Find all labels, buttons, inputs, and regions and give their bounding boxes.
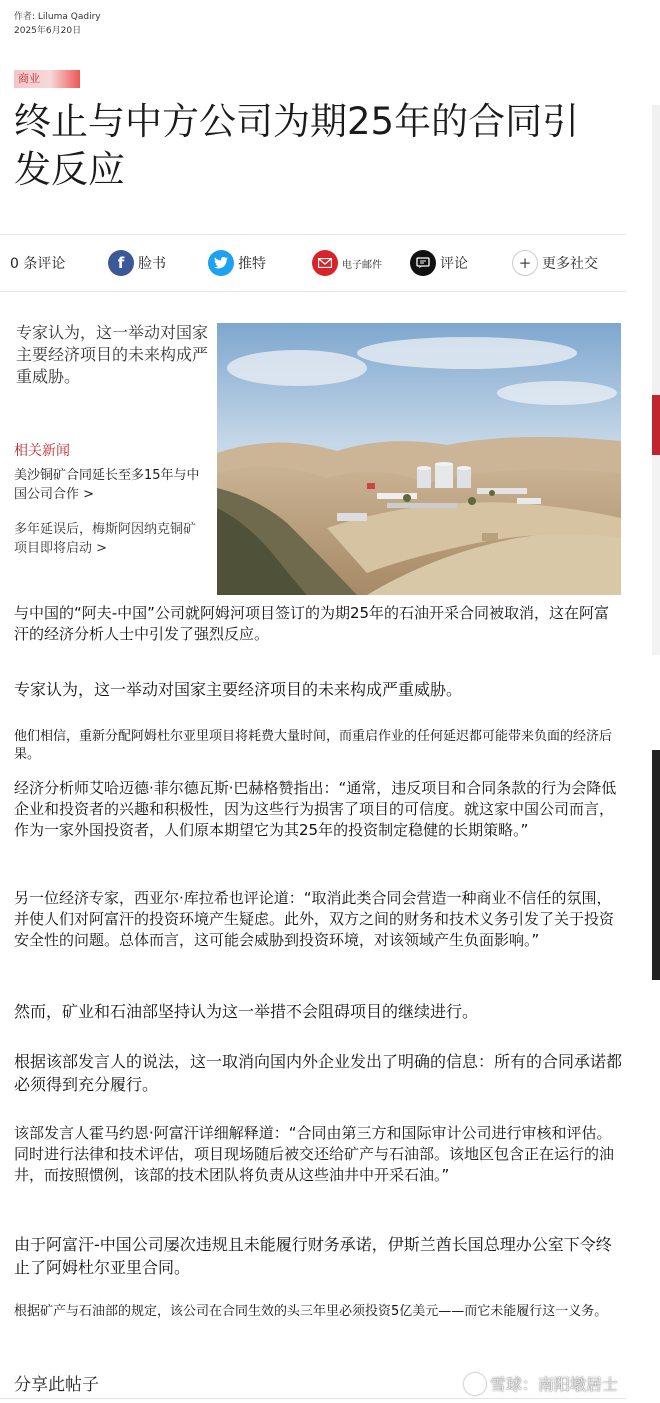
category-tag[interactable]: 商业 — [14, 70, 80, 88]
email-share-button[interactable] — [312, 249, 382, 277]
comments-count-label: 0 条评论 — [10, 256, 66, 272]
facebook-icon: f — [108, 250, 134, 276]
author: 作者: Liluma Qadiry — [14, 12, 101, 22]
watermark — [464, 1372, 618, 1395]
divider — [0, 1398, 626, 1399]
article-paragraph: 根据该部发言人的说法，这一取消向国内外企业发出了明确的信息：所有的合同承诺都必须得到充分履行。 — [14, 1052, 623, 1094]
email-icon — [312, 250, 338, 276]
snowball-logo-icon — [464, 1373, 486, 1395]
publish-date: 2025年6月20日 — [14, 26, 82, 36]
article-paragraph: 专家认为，这一举动对国家主要经济项目的未来构成严重威胁。 — [14, 680, 463, 699]
article-paragraph: 由于阿富汗-中国公司屡次违规且未能履行财务承诺，伊斯兰酋长国总理办公室下令终止了阿姆杜尔亚里合同。 — [14, 1235, 612, 1277]
more-social-label: 更多社交 — [542, 256, 598, 272]
related-news-heading: 相关新闻 — [14, 443, 70, 459]
article-lead: 专家认为，这一举动对国家主要经济项目的未来构成严重威胁。 — [16, 323, 209, 386]
article-paragraph: 然而，矿业和石油部坚持认为这一举措不会阻碍项目的继续进行。 — [14, 1002, 479, 1021]
more-social-button[interactable] — [512, 249, 598, 277]
article-paragraph: 经济分析师艾哈迈德·菲尔德瓦斯·巴赫格赞指出：“通常，违反项目和合同条款的行为会降低企业和投资者的兴趣和积极性，因为这些行为损害了项目的可信度。就这家中国公司而言，作为一家外国投资者，人们原本期望它为其25年的投资制定稳健的长期策略。” — [14, 779, 617, 839]
twitter-share-button[interactable] — [208, 249, 266, 277]
sidebar-edge-lower — [652, 730, 660, 980]
plus-icon: + — [512, 250, 538, 276]
article-paragraph: 根据矿产与石油部的规定，该公司在合同生效的头三年里必须投资5亿美元——而它未能履行这一义务。 — [14, 1304, 608, 1319]
facebook-label: 脸书 — [138, 256, 166, 272]
article-paragraph: 该部发言人霍马约恩·阿富汗详细解释道：“合同由第三方和国际审计公司进行审核和评估。同时进行法律和技术评估，项目现场随后被交还给矿产与石油部。该地区包含正在运行的油井，而按照惯例，该部的技术团队将负责从这些油井中开采石油。” — [14, 1124, 615, 1184]
twitter-icon — [208, 250, 234, 276]
related-news-link[interactable]: 多年延误后，梅斯阿因纳克铜矿项目即将启动 > — [14, 522, 197, 556]
article-paragraph: 另一位经济专家，西亚尔·库拉希也评论道：“取消此类合同会营造一种商业不信任的氛围，并使人们对阿富汗的投资环境产生疑虑。此外，双方之间的财务和技术义务引发了关于投资安全性的问题。总体而言，这可能会威胁到投资环境，对该领域产生负面影响。” — [14, 889, 615, 949]
share-post-heading: 分享此帖子 — [14, 1375, 99, 1395]
article-photo — [217, 323, 621, 595]
article-title: 终止与中方公司为期25年的合同引发反应 — [14, 100, 580, 191]
comment-label: 评论 — [440, 256, 468, 272]
comment-icon — [410, 250, 436, 276]
email-label: 电子邮件 — [342, 259, 382, 271]
watermark-text: 雪球：南阳墩居士 — [490, 1375, 619, 1394]
comments-count[interactable] — [10, 249, 65, 277]
share-bar — [0, 234, 626, 292]
twitter-label: 推特 — [238, 256, 266, 272]
sidebar-edge — [652, 95, 660, 655]
facebook-share-button[interactable] — [108, 249, 166, 277]
article-paragraph: 他们相信，重新分配阿姆杜尔亚里项目将耗费大量时间，而重启作业的任何延迟都可能带来负面的经济后果。 — [14, 729, 613, 762]
article-paragraph: 与中国的“阿夫-中国”公司就阿姆河项目签订的为期25年的石油开采合同被取消，这在阿富汗的经济分析人士中引发了强烈反应。 — [14, 604, 610, 643]
comment-button[interactable] — [410, 249, 468, 277]
article-meta — [14, 10, 101, 38]
related-news-link[interactable]: 美沙铜矿合同延长至多15年与中国公司合作 > — [14, 468, 200, 502]
